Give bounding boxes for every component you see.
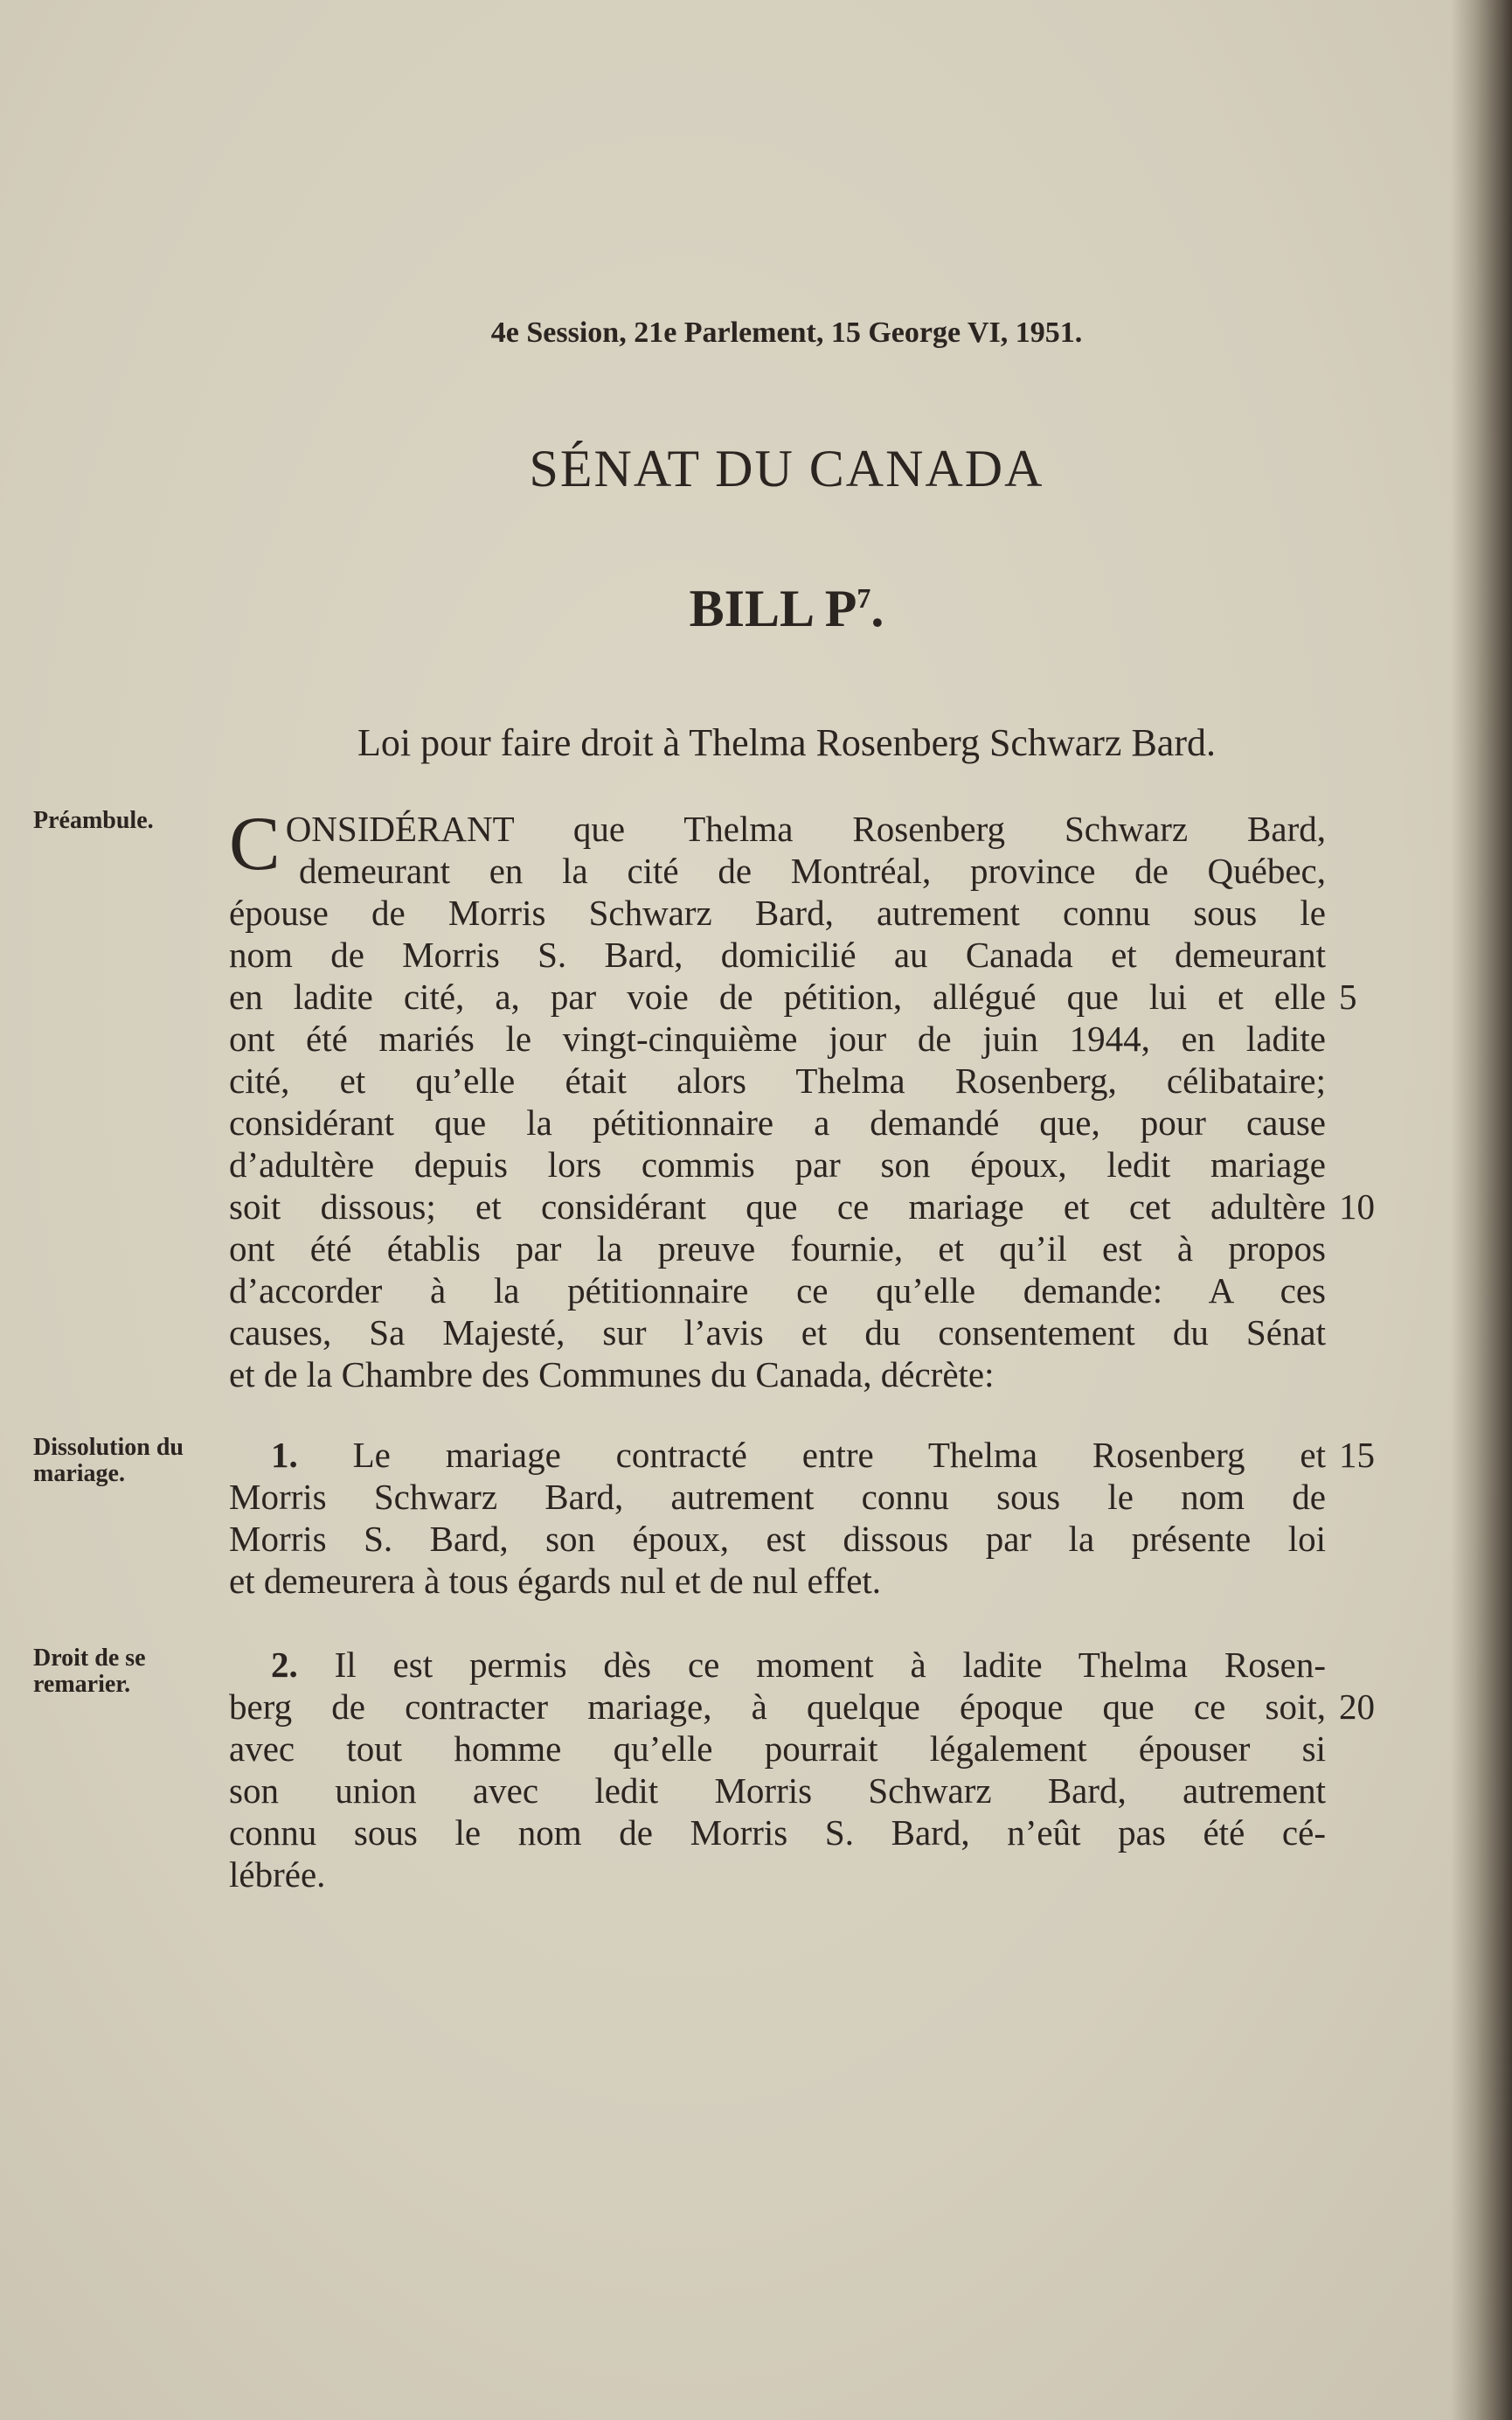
session-header: 4e Session, 21e Parlement, 15 George VI, 1951.	[490, 316, 1083, 349]
section-1-line: Morris S. Bard, son époux, est dissous par la présente loi	[229, 1519, 1326, 1559]
preamble-line: ont été établis par la preuve fournie, et qu’il est à propos	[229, 1228, 1326, 1269]
sidenote-remarry: Droit de se remarier.	[33, 1645, 146, 1698]
preamble-line: causes, Sa Majesté, sur l’avis et du consentement du Sénat	[229, 1312, 1326, 1353]
section-2-line: lébrée.	[229, 1854, 326, 1895]
preamble-line: considérant que la pétitionnaire a demandé que, pour cause	[229, 1102, 1326, 1143]
drop-cap: C	[229, 802, 281, 887]
section-2-line: son union avec ledit Morris Schwarz Bard, autrement	[229, 1770, 1326, 1811]
section-1-line: 1. Le mariage contracté entre Thelma Rosenberg et	[271, 1435, 1326, 1475]
senate-title: SÉNAT DU CANADA	[529, 440, 1044, 497]
section-2-line: berg de contracter mariage, à quelque époque que ce soit,	[229, 1686, 1326, 1727]
preamble-line: épouse de Morris Schwarz Bard, autrement connu sous le	[229, 893, 1326, 933]
preamble-line: d’accorder à la pétitionnaire ce qu’elle demande: A ces	[229, 1270, 1326, 1311]
preamble-line: en ladite cité, a, par voie de pétition, allégué que lui et elle	[229, 977, 1326, 1017]
line-number: 5	[1339, 977, 1357, 1017]
section-2-line: 2. Il est permis dès ce moment à ladite Thelma Rosen-	[271, 1645, 1326, 1685]
bill-label: BILL P	[689, 580, 857, 637]
section-1-number: 1.	[271, 1435, 298, 1475]
sidenote-dissolution: Dissolution du mariage.	[33, 1434, 184, 1487]
preamble-line: nom de Morris S. Bard, domicilié au Canada et demeurant	[229, 935, 1326, 975]
section-1	[229, 1434, 1326, 1602]
section-2-number: 2.	[271, 1645, 298, 1685]
section-2	[229, 1644, 1326, 1895]
bill-title	[0, 579, 1512, 639]
bill-subtitle: Loi pour faire droit à Thelma Rosenberg Schwarz Bard.	[357, 721, 1216, 764]
preamble-line: d’adultère depuis lors commis par son époux, ledit mariage	[229, 1144, 1326, 1185]
line-number: 10	[1339, 1186, 1375, 1227]
line-number: 15	[1339, 1435, 1375, 1475]
page-gutter-shadow	[1451, 0, 1512, 2420]
bill-tail: .	[870, 580, 884, 637]
preamble-line: cité, et qu’elle était alors Thelma Rosenberg, célibataire;	[229, 1060, 1326, 1101]
line-number: 20	[1339, 1686, 1375, 1727]
preamble-line: soit dissous; et considérant que ce mariage et cet adultère	[229, 1186, 1326, 1227]
preamble-block	[229, 802, 1326, 1395]
sidenote-preamble: Préambule.	[33, 807, 154, 834]
section-2-line: connu sous le nom de Morris S. Bard, n’eût pas été cé-	[229, 1812, 1326, 1853]
bill-number: 7	[857, 582, 871, 614]
section-1-line: et demeurera à tous égards nul et de nul effet.	[229, 1561, 882, 1601]
section-2-line: avec tout homme qu’elle pourrait légalement épouser si	[229, 1728, 1326, 1769]
section-1-line: Morris Schwarz Bard, autrement connu sous le nom de	[229, 1477, 1326, 1517]
preamble-line: ont été mariés le vingt-cinquième jour de juin 1944, en ladite	[229, 1019, 1326, 1059]
preamble-line: CONSIDÉRANT que Thelma Rosenberg Schwarz Bard,	[229, 802, 1326, 887]
preamble-line: demeurant en la cité de Montréal, province de Québec,	[299, 851, 1326, 891]
preamble-line: et de la Chambre des Communes du Canada, décrète:	[229, 1354, 995, 1394]
